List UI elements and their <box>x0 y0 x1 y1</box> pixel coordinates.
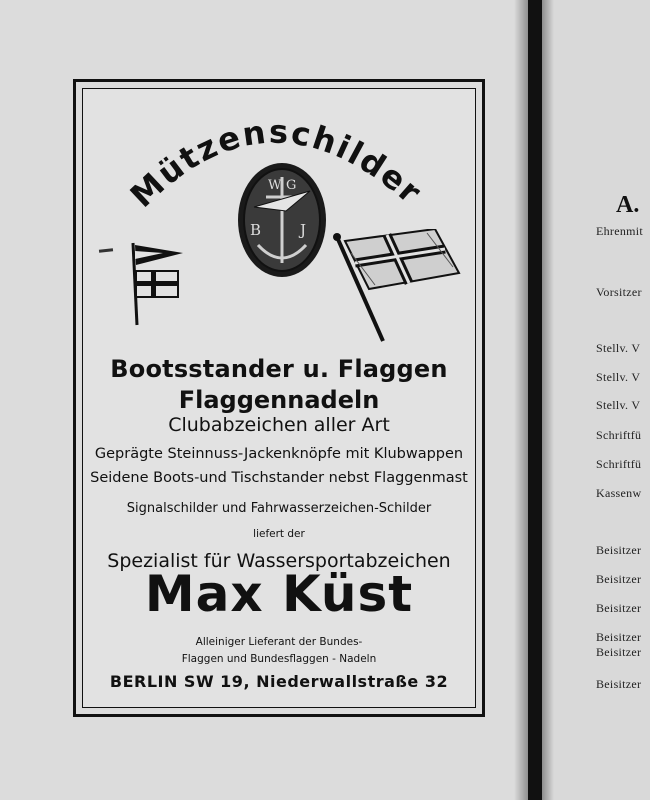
book-gutter <box>528 0 542 800</box>
list-item: Schriftfü <box>596 457 642 471</box>
advertisement-frame <box>73 79 485 717</box>
federal-flag-icon <box>331 229 471 349</box>
ad-company-name: Max Küst <box>144 565 414 623</box>
list-item: Beisitzer <box>596 677 642 691</box>
emblem-letter-g: G <box>286 178 297 193</box>
ad-line-specialist: Spezialist für Wassersportabzeichen <box>107 550 451 572</box>
ad-line-flag-pins: Flaggennadeln <box>178 386 380 414</box>
ad-line-silk-pennants: Seidene Boots-und Tischstander nebst Flaggenmast <box>90 470 468 486</box>
emblem-letter-w: W <box>268 178 282 193</box>
list-item: Schriftfü <box>596 428 642 442</box>
pennant-flag-icon <box>125 239 195 329</box>
ad-line-supplied-by: liefert der <box>253 528 305 540</box>
list-item: Beisitzer <box>596 645 642 659</box>
section-heading: A. <box>616 192 640 218</box>
arc-title-text: Mützenschilder <box>122 112 430 215</box>
list-item: Beisitzer <box>596 572 642 586</box>
emblem-letter-j: J <box>300 221 307 239</box>
list-item: Beisitzer <box>596 630 642 644</box>
list-item: Ehrenmit <box>596 224 644 238</box>
ad-line-club-badges: Clubabzeichen aller Art <box>168 414 390 436</box>
list-item: Beisitzer <box>596 601 642 615</box>
ad-line-boat-pennants: Bootsstander u. Flaggen <box>110 355 448 383</box>
anchor-emblem-icon <box>236 161 328 279</box>
list-item: Stellv. V <box>596 370 641 384</box>
list-item: Beisitzer <box>596 543 642 557</box>
ad-line-federal-flags: Flaggen und Bundesflaggen - Nadeln <box>181 653 377 665</box>
right-page <box>542 0 650 800</box>
list-item: Kassenw <box>596 486 642 500</box>
list-item: Stellv. V <box>596 398 641 412</box>
list-item: Vorsitzer <box>596 285 642 299</box>
list-item: Stellv. V <box>596 341 641 355</box>
emblem-letter-b: B <box>250 221 262 239</box>
advertisement-inner-frame <box>82 88 476 708</box>
ad-line-signal-signs: Signalschilder und Fahrwasserzeichen-Schilder <box>126 501 432 516</box>
ad-line-sole-supplier: Alleiniger Lieferant der Bundes- <box>195 636 363 648</box>
ad-line-buttons: Geprägte Steinnuss-Jackenknöpfe mit Klubwappen <box>94 446 464 462</box>
ad-address: BERLIN SW 19, Niederwallstraße 32 <box>109 672 449 691</box>
